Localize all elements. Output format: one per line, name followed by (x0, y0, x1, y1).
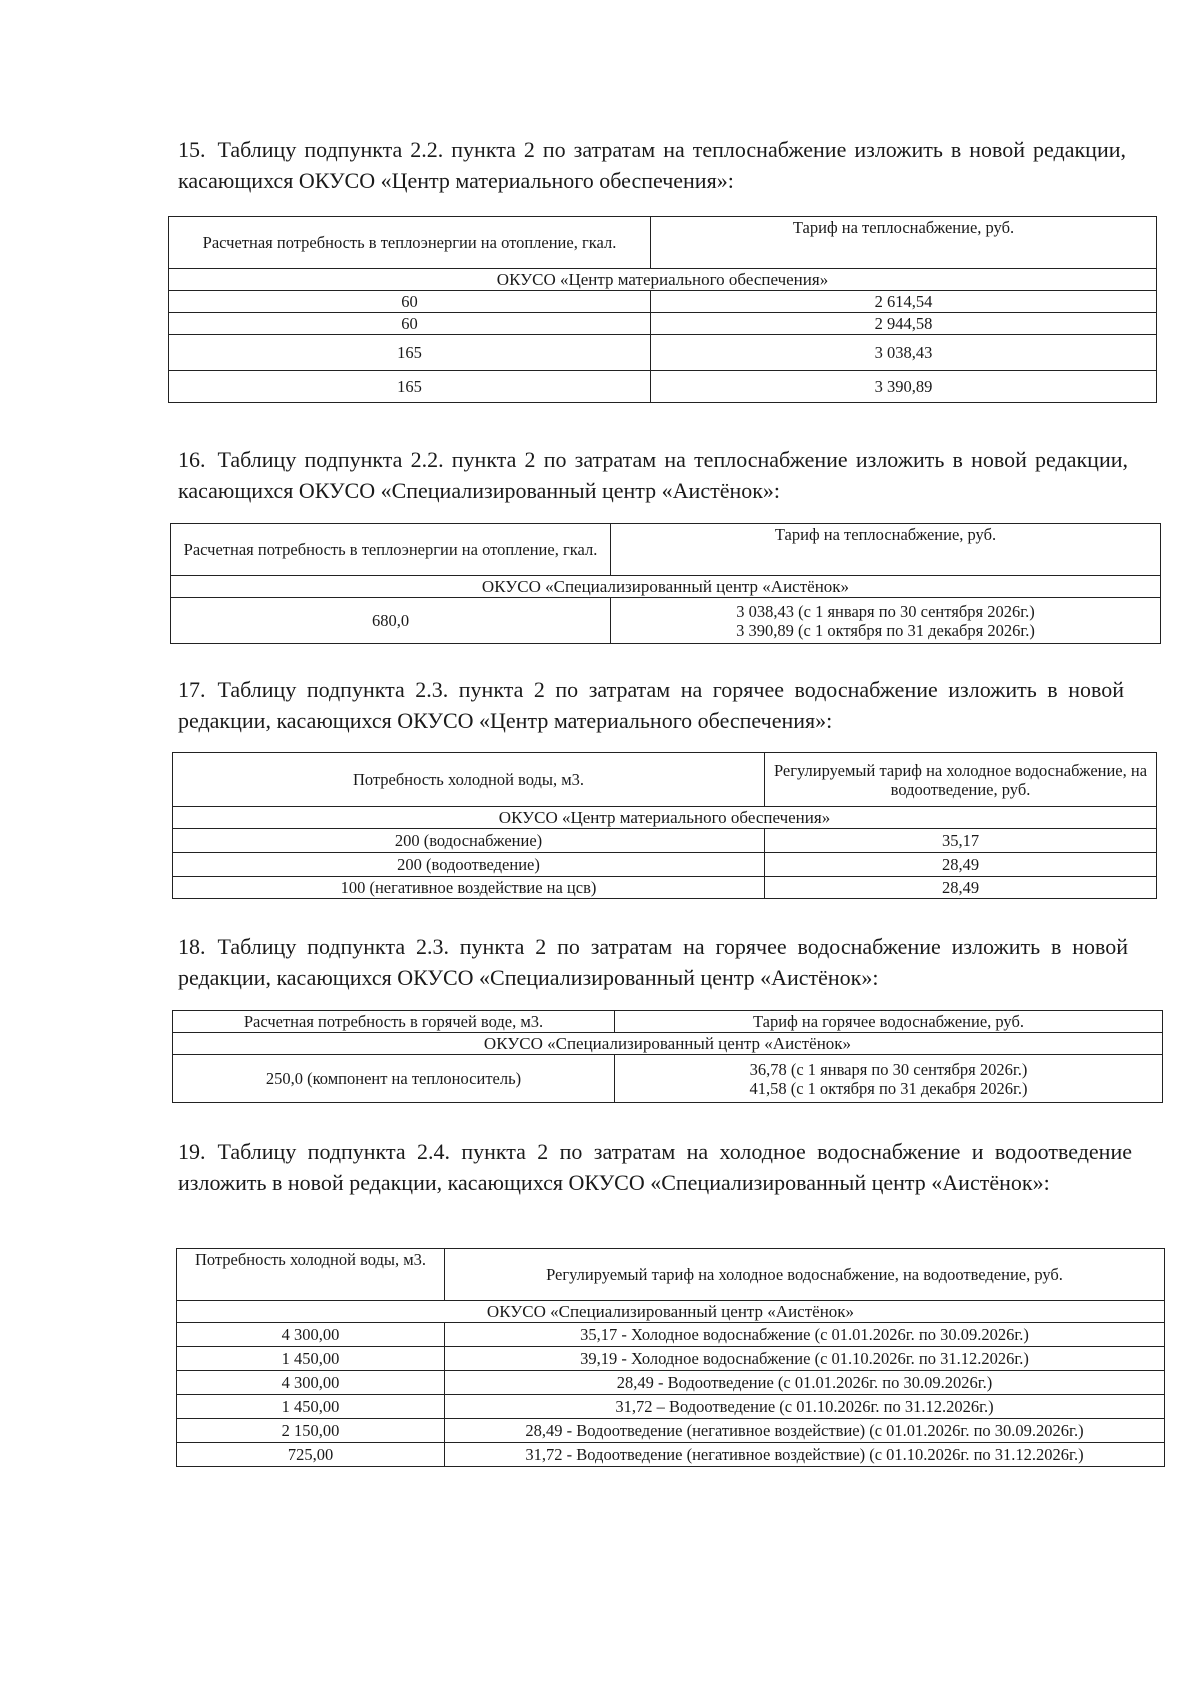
tariff-period-1: 3 038,43 (с 1 января по 30 сентября 2026г.) (736, 601, 1035, 621)
table-cell: 3 038,43 (651, 335, 1157, 371)
table-org-row: ОКУСО «Центр материального обеспечения» (173, 807, 1157, 829)
table-cell (611, 598, 1161, 644)
table-header-cell: Тариф на горячее водоснабжение, руб. (615, 1011, 1163, 1033)
table-cell: 31,72 – Водоотведение (с 01.10.2026г. по 31.12.2026г.) (445, 1395, 1165, 1419)
table-cell: 31,72 - Водоотведение (негативное воздействие) (с 01.10.2026г. по 31.12.2026г.) (445, 1443, 1165, 1467)
tariff-period-2: 41,58 (с 1 октября по 31 декабря 2026г.) (749, 1078, 1028, 1098)
section-number: 18. (178, 934, 206, 959)
table-cell: 1 450,00 (177, 1347, 445, 1371)
table-header-cell: Регулируемый тариф на холодное водоснабжение, на водоотведение, руб. (445, 1249, 1165, 1301)
table-cell: 28,49 - Водоотведение (негативное воздействие) (с 01.01.2026г. по 30.09.2026г.) (445, 1419, 1165, 1443)
table-cell: 680,0 (171, 598, 611, 644)
table-cell: 60 (169, 313, 651, 335)
section-number: 15. (178, 137, 206, 162)
table-cell: 28,49 (765, 853, 1157, 877)
section-number: 19. (178, 1139, 206, 1164)
table-header-cell: Расчетная потребность в горячей воде, м3. (173, 1011, 615, 1033)
table-cell: 3 390,89 (651, 371, 1157, 403)
table-19 (176, 1248, 1165, 1467)
table-org-row: ОКУСО «Специализированный центр «Аистёнок» (177, 1301, 1165, 1323)
table-17 (172, 752, 1157, 899)
table-16 (170, 523, 1161, 644)
section-paragraph: Таблицу подпункта 2.3. пункта 2 по затратам на горячее водоснабжение изложить в новой редакции, касающихся ОКУСО «Специализированный центр «Аистёнок»: (178, 934, 1128, 990)
table-cell: 1 450,00 (177, 1395, 445, 1419)
table-cell: 165 (169, 371, 651, 403)
table-cell: 28,49 - Водоотведение (с 01.01.2026г. по 30.09.2026г.) (445, 1371, 1165, 1395)
table-cell: 2 944,58 (651, 313, 1157, 335)
table-cell: 100 (негативное воздействие на цсв) (173, 877, 765, 899)
table-cell: 165 (169, 335, 651, 371)
table-header-cell: Расчетная потребность в теплоэнергии на отопление, гкал. (169, 217, 651, 269)
table-cell: 200 (водоснабжение) (173, 829, 765, 853)
table-org-row: ОКУСО «Центр материального обеспечения» (169, 269, 1157, 291)
section-17-text (178, 674, 1124, 736)
table-header-cell: Тариф на теплоснабжение, руб. (611, 524, 1161, 576)
table-cell: 250,0 (компонент на теплоноситель) (173, 1055, 615, 1103)
table-header-cell: Тариф на теплоснабжение, руб. (651, 217, 1157, 269)
section-paragraph: Таблицу подпункта 2.4. пункта 2 по затратам на холодное водоснабжение и водоотведение изложить в новой редакции, касающихся ОКУСО «Специализированный центр «Аистёнок»: (178, 1139, 1132, 1195)
table-cell: 4 300,00 (177, 1371, 445, 1395)
section-paragraph: Таблицу подпункта 2.2. пункта 2 по затратам на теплоснабжение изложить в новой редакции, касающихся ОКУСО «Центр материального обеспечения»: (178, 137, 1126, 193)
section-number: 17. (178, 677, 206, 702)
table-cell: 725,00 (177, 1443, 445, 1467)
table-header-cell: Потребность холодной воды, м3. (177, 1249, 445, 1301)
table-cell: 35,17 (765, 829, 1157, 853)
table-header-cell: Регулируемый тариф на холодное водоснабжение, на водоотведение, руб. (765, 753, 1157, 807)
tariff-period-2: 3 390,89 (с 1 октября по 31 декабря 2026г.) (736, 620, 1035, 640)
section-number: 16. (178, 447, 206, 472)
table-org-row: ОКУСО «Специализированный центр «Аистёнок» (173, 1033, 1163, 1055)
tariff-period-1: 36,78 (с 1 января по 30 сентября 2026г.) (749, 1059, 1028, 1079)
table-cell: 2 150,00 (177, 1419, 445, 1443)
table-cell: 28,49 (765, 877, 1157, 899)
section-paragraph: Таблицу подпункта 2.2. пункта 2 по затратам на теплоснабжение изложить в новой редакции, касающихся ОКУСО «Специализированный центр «Аистёнок»: (178, 447, 1128, 503)
table-18 (172, 1010, 1163, 1103)
table-cell: 39,19 - Холодное водоснабжение (с 01.10.2026г. по 31.12.2026г.) (445, 1347, 1165, 1371)
section-15-text (178, 134, 1126, 196)
table-cell (615, 1055, 1163, 1103)
table-cell: 4 300,00 (177, 1323, 445, 1347)
table-org-row: ОКУСО «Специализированный центр «Аистёнок» (171, 576, 1161, 598)
table-15 (168, 216, 1157, 403)
section-16-text (178, 444, 1128, 506)
table-cell: 60 (169, 291, 651, 313)
table-cell: 2 614,54 (651, 291, 1157, 313)
table-cell: 200 (водоотведение) (173, 853, 765, 877)
table-header-cell: Потребность холодной воды, м3. (173, 753, 765, 807)
section-paragraph: Таблицу подпункта 2.3. пункта 2 по затратам на горячее водоснабжение изложить в новой редакции, касающихся ОКУСО «Центр материального обеспечения»: (178, 677, 1124, 733)
section-19-text (178, 1136, 1132, 1198)
table-header-cell: Расчетная потребность в теплоэнергии на отопление, гкал. (171, 524, 611, 576)
table-cell: 35,17 - Холодное водоснабжение (с 01.01.2026г. по 30.09.2026г.) (445, 1323, 1165, 1347)
section-18-text (178, 931, 1128, 993)
